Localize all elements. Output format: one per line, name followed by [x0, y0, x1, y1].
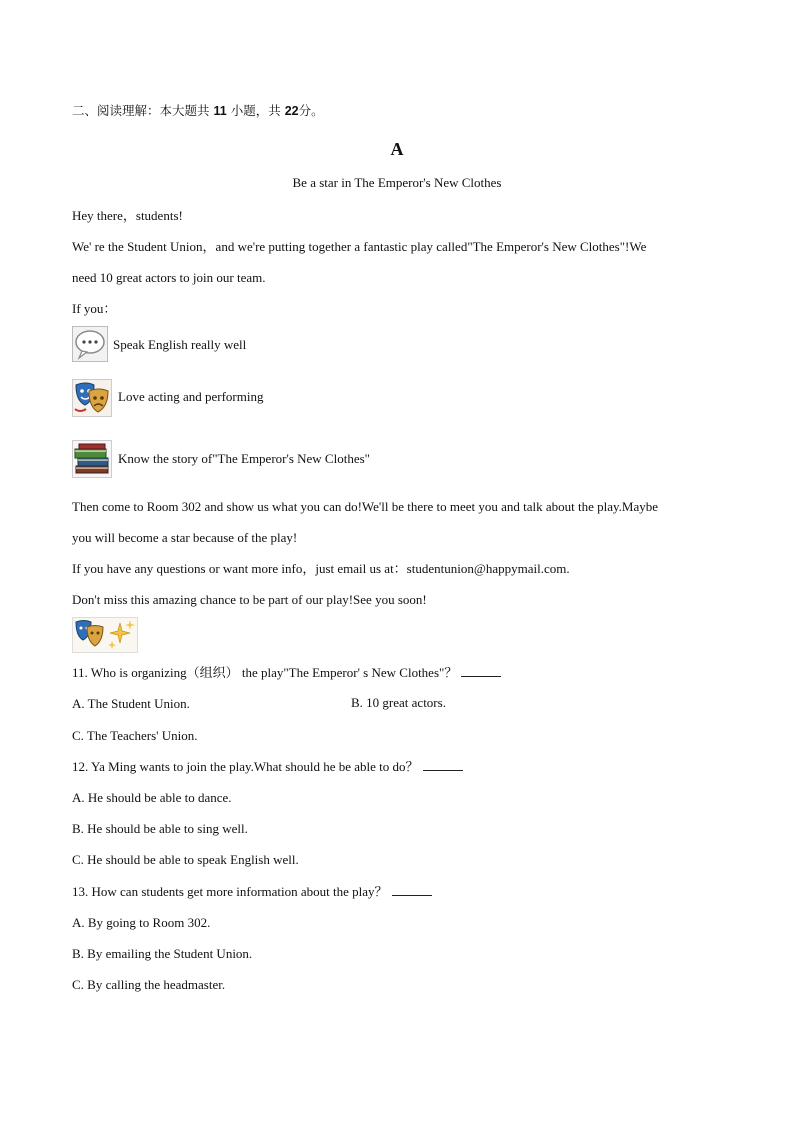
- instructions-line-1: Then come to Room 302 and show us what you can do!We'll be there to meet you and talk about the play.Maybe: [72, 499, 659, 514]
- question-11-stem: 11. Who is organizing（组织） the play"The Emperor' s New Clothes"？: [72, 664, 501, 682]
- requirement-text: Know the story of"The Emperor's New Clothes": [118, 451, 370, 466]
- passage-letter: A: [390, 139, 404, 159]
- answer-blank[interactable]: [461, 664, 501, 677]
- question-12-option-a: A. He should be able to dance.: [72, 790, 232, 805]
- books-icon: [72, 440, 112, 483]
- answer-blank[interactable]: [392, 883, 432, 896]
- question-12-option-c: C. He should be able to speak English well.: [72, 852, 299, 867]
- question-13-option-b: B. By emailing the Student Union.: [72, 946, 253, 961]
- greeting: Hey there，students!: [72, 208, 183, 223]
- question-12-option-b: B. He should be able to sing well.: [72, 821, 248, 836]
- contact-line: If you have any questions or want more info，just email us at：studentunion@happymail.com.: [72, 561, 570, 576]
- intro-line-1: We' re the Student Union，and we're putting together a fantastic play called"The Emperor's New Clothes"!We: [72, 239, 647, 254]
- section-heading: 二、阅读理解：本大题共 11 小题，共 22分。: [72, 103, 324, 118]
- passage-title: Be a star in The Emperor's New Clothes: [292, 175, 502, 190]
- intro-line-2: need 10 great actors to join our team.: [72, 270, 266, 285]
- question-11-option-a: A. The Student Union.: [72, 696, 190, 711]
- speech-bubble-icon: [72, 326, 108, 367]
- question-13-stem: 13. How can students get more information about the play？: [72, 883, 432, 901]
- requirement-text: Love acting and performing: [118, 389, 264, 404]
- answer-blank[interactable]: [423, 758, 463, 771]
- question-13-option-c: C. By calling the headmaster.: [72, 977, 226, 992]
- question-13-option-a: A. By going to Room 302.: [72, 915, 211, 930]
- theater-masks-icon: [72, 379, 112, 422]
- masks-sparkles-icon: [72, 617, 138, 658]
- if-you-label: If you：: [72, 301, 117, 316]
- question-12-stem: 12. Ya Ming wants to join the play.What should he be able to do？: [72, 758, 463, 776]
- question-11-option-b: B. 10 great actors.: [351, 695, 446, 710]
- question-11-option-c: C. The Teachers' Union.: [72, 728, 198, 743]
- closing-line: Don't miss this amazing chance to be part of our play!See you soon!: [72, 592, 427, 607]
- requirement-text: Speak English really well: [113, 337, 247, 352]
- instructions-line-2: you will become a star because of the play!: [72, 530, 298, 545]
